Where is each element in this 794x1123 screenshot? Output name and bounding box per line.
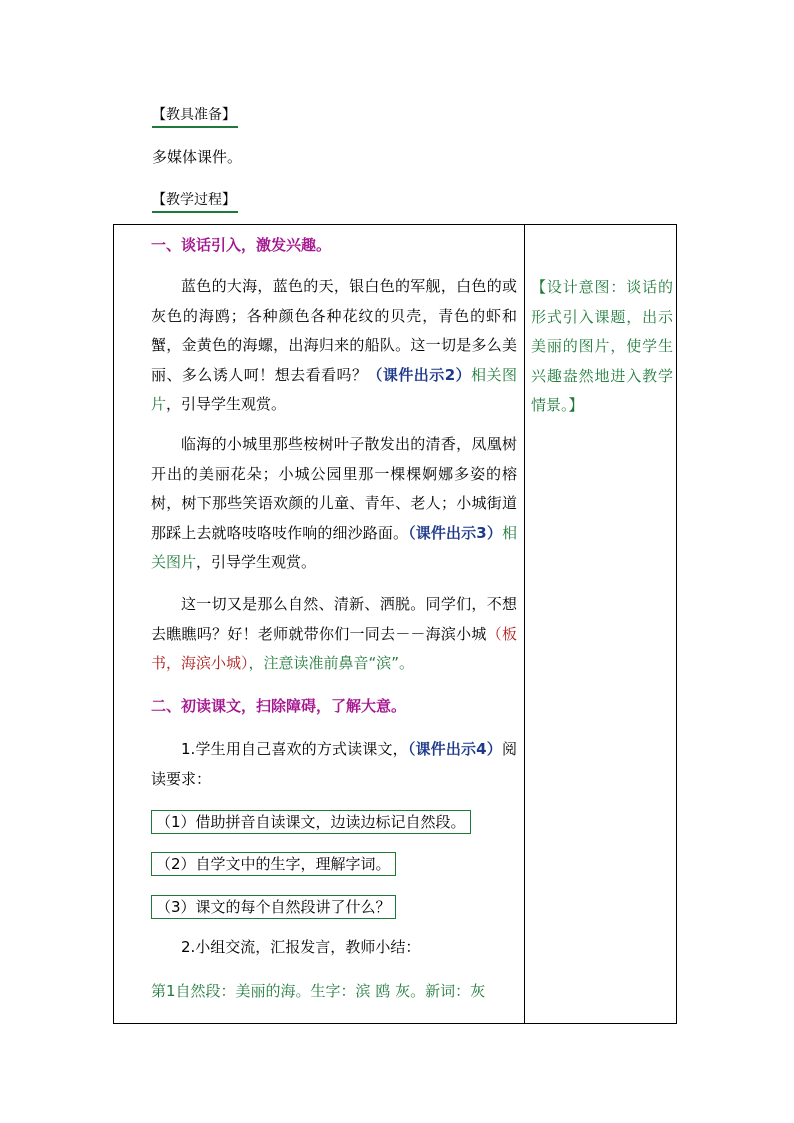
reading-requirement-3: （3）课文的每个自然段讲了什么？ — [151, 895, 396, 919]
section1-p1-text: 蓝色的大海，蓝色的天，银白色的军舰，白色的或灰色的海鸥；各种颜色各种花纹的贝壳，青色的虾和蟹，金黄色的海螺，出海归来的船队。这一切是多么美丽、多么诱人呵！想去看看吗？ — [151, 277, 517, 384]
section2-title: 二、初读课文，扫除障碍，了解大意。 — [151, 697, 407, 715]
section1-paragraph3 — [151, 590, 517, 679]
section1-p2-related: 相关图片 — [151, 523, 517, 572]
section1-p2-tail: ，引导学生观赏。 — [196, 553, 317, 572]
section2-paragraph3: 第1自然段：美丽的海。生字：滨 鸥 灰。新词：灰 — [151, 982, 486, 1000]
section2-paragraph2: 2.小组交流，汇报发言，教师小结： — [181, 938, 421, 956]
section1-paragraph1 — [151, 272, 517, 420]
section1-p2-courseware: （课件出示3） — [408, 523, 502, 542]
lesson-table — [113, 224, 677, 1024]
column-divider — [524, 225, 525, 1023]
section1-paragraph2 — [151, 430, 517, 578]
reading-requirement-2: （2）自学文中的生字，理解字词。 — [151, 852, 396, 876]
section1-p3-text: 这一切又是那么自然、清新、洒脱。同学们，不想去瞧瞧吗？好！老师就带你们一同去－－海滨小城 — [151, 595, 517, 643]
section1-p3-tail: ，注意读准前鼻音“滨”。 — [248, 654, 415, 673]
heading-teaching-process: 【教学过程】 — [152, 190, 238, 213]
teaching-tools-text: 多媒体课件。 — [152, 148, 243, 166]
reading-requirement-1: （1）借助拼音自读课文，边读边标记自然段。 — [151, 810, 471, 834]
section1-p2-text: 临海的小城里那些桉树叶子散发出的清香，凤凰树开出的美丽花朵；小城公园里那一棵棵婀娜多姿的榕树，树下那些笑语欢颜的儿童、青年、老人；小城街道那踩上去就咯吱咯吱作响的细沙路面。 — [151, 435, 517, 542]
section1-p1-tail: ，引导学生观赏。 — [166, 395, 287, 414]
section1-p3-board: （板书，海滨小城） — [151, 624, 517, 673]
section1-p1-courseware: （课件出示2） — [367, 365, 472, 384]
section1-title: 一、谈话引入，激发兴趣。 — [151, 236, 332, 254]
heading-teaching-tools: 【教具准备】 — [152, 105, 238, 128]
section2-p1-courseware: （课件出示4） — [407, 740, 502, 758]
design-intent-text: 【设计意图：谈话的形式引入课题，出示美丽的图片，使学生兴趣盎然地进入教学情景。】 — [531, 278, 673, 414]
design-intent-column — [531, 273, 673, 421]
section1-p1-related: 相关图片 — [151, 365, 517, 414]
section2-paragraph1 — [151, 735, 517, 794]
section2-p1-text: 1.学生用自己喜欢的方式读课文， — [181, 740, 408, 758]
section2-p1-tail: 阅读要求： — [151, 740, 517, 788]
